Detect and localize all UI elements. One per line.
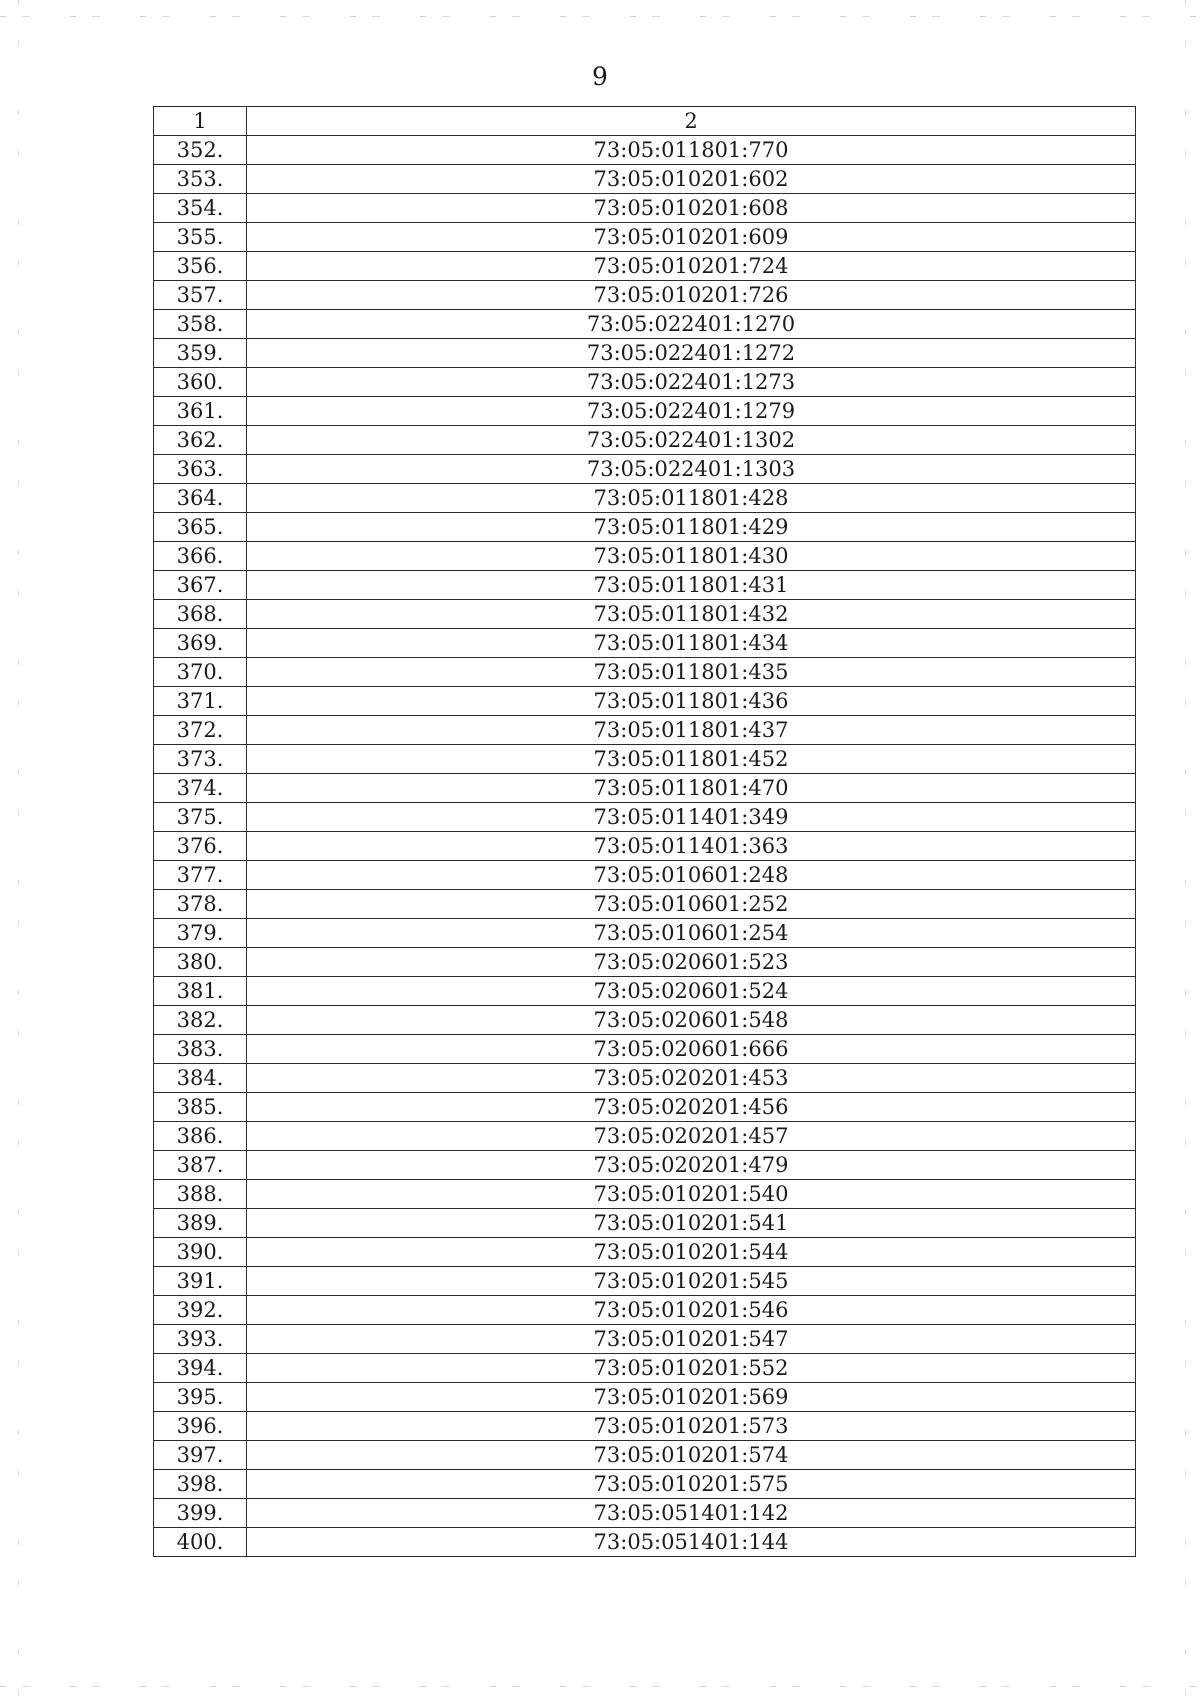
table-row xyxy=(154,426,1136,455)
cadastral-number-cell: 73:05:011801:770 xyxy=(247,136,1136,165)
scan-edge-bottom xyxy=(0,1686,1200,1687)
cadastral-number-cell: 73:05:010201:569 xyxy=(247,1383,1136,1412)
table-row xyxy=(154,165,1136,194)
table-row xyxy=(154,948,1136,977)
row-number-cell: 357. xyxy=(154,281,247,310)
cadastral-number-cell: 73:05:020601:548 xyxy=(247,1006,1136,1035)
table-row xyxy=(154,571,1136,600)
row-number-cell: 383. xyxy=(154,1035,247,1064)
cadastral-number-cell: 73:05:010201:552 xyxy=(247,1354,1136,1383)
table-row xyxy=(154,977,1136,1006)
table-row xyxy=(154,1354,1136,1383)
cadastral-number-cell: 73:05:020601:524 xyxy=(247,977,1136,1006)
table-row xyxy=(154,397,1136,426)
cadastral-number-cell: 73:05:010201:573 xyxy=(247,1412,1136,1441)
cadastral-number-cell: 73:05:011801:434 xyxy=(247,629,1136,658)
table-row xyxy=(154,1325,1136,1354)
cadastral-number-cell: 73:05:022401:1273 xyxy=(247,368,1136,397)
row-number-cell: 369. xyxy=(154,629,247,658)
column-header-cadastral: 2 xyxy=(247,107,1136,136)
cadastral-number-cell: 73:05:020201:457 xyxy=(247,1122,1136,1151)
row-number-cell: 372. xyxy=(154,716,247,745)
table-row xyxy=(154,281,1136,310)
table-row xyxy=(154,1180,1136,1209)
scan-edge-right xyxy=(1185,0,1186,1698)
table-row xyxy=(154,194,1136,223)
cadastral-number-cell: 73:05:011801:428 xyxy=(247,484,1136,513)
row-number-cell: 355. xyxy=(154,223,247,252)
table-row xyxy=(154,368,1136,397)
cadastral-number-cell: 73:05:010201:544 xyxy=(247,1238,1136,1267)
table-row xyxy=(154,1209,1136,1238)
cadastral-number-cell: 73:05:010201:546 xyxy=(247,1296,1136,1325)
scan-edge-top xyxy=(0,16,1200,17)
row-number-cell: 400. xyxy=(154,1528,247,1557)
row-number-cell: 395. xyxy=(154,1383,247,1412)
cadastral-number-cell: 73:05:010201:545 xyxy=(247,1267,1136,1296)
cadastral-number-cell: 73:05:051401:144 xyxy=(247,1528,1136,1557)
table-row xyxy=(154,1122,1136,1151)
cadastral-number-cell: 73:05:011801:431 xyxy=(247,571,1136,600)
table-row xyxy=(154,600,1136,629)
cadastral-number-cell: 73:05:010201:602 xyxy=(247,165,1136,194)
row-number-cell: 379. xyxy=(154,919,247,948)
table-row xyxy=(154,455,1136,484)
cadastral-number-cell: 73:05:020201:453 xyxy=(247,1064,1136,1093)
row-number-cell: 391. xyxy=(154,1267,247,1296)
cadastral-number-cell: 73:05:020601:666 xyxy=(247,1035,1136,1064)
row-number-cell: 352. xyxy=(154,136,247,165)
table-row xyxy=(154,1006,1136,1035)
cadastral-number-cell: 73:05:010201:547 xyxy=(247,1325,1136,1354)
row-number-cell: 399. xyxy=(154,1499,247,1528)
table-row xyxy=(154,774,1136,803)
table-row xyxy=(154,687,1136,716)
row-number-cell: 365. xyxy=(154,513,247,542)
row-number-cell: 353. xyxy=(154,165,247,194)
row-number-cell: 373. xyxy=(154,745,247,774)
cadastral-number-cell: 73:05:010201:540 xyxy=(247,1180,1136,1209)
table-row xyxy=(154,1151,1136,1180)
cadastral-number-cell: 73:05:022401:1279 xyxy=(247,397,1136,426)
cadastral-number-cell: 73:05:011801:436 xyxy=(247,687,1136,716)
table-row xyxy=(154,1383,1136,1412)
table-row xyxy=(154,1238,1136,1267)
row-number-cell: 364. xyxy=(154,484,247,513)
row-number-cell: 362. xyxy=(154,426,247,455)
row-number-cell: 368. xyxy=(154,600,247,629)
row-number-cell: 382. xyxy=(154,1006,247,1035)
table-row xyxy=(154,310,1136,339)
table-row xyxy=(154,136,1136,165)
table-row xyxy=(154,252,1136,281)
cadastral-number-cell: 73:05:011801:435 xyxy=(247,658,1136,687)
row-number-cell: 370. xyxy=(154,658,247,687)
cadastral-number-cell: 73:05:010201:541 xyxy=(247,1209,1136,1238)
row-number-cell: 393. xyxy=(154,1325,247,1354)
row-number-cell: 358. xyxy=(154,310,247,339)
cadastral-number-cell: 73:05:011401:363 xyxy=(247,832,1136,861)
row-number-cell: 356. xyxy=(154,252,247,281)
table-row xyxy=(154,658,1136,687)
table-row xyxy=(154,803,1136,832)
table-row xyxy=(154,1296,1136,1325)
cadastral-number-cell: 73:05:022401:1270 xyxy=(247,310,1136,339)
table-body xyxy=(154,107,1136,1557)
cadastral-number-cell: 73:05:022401:1302 xyxy=(247,426,1136,455)
cadastral-number-cell: 73:05:022401:1303 xyxy=(247,455,1136,484)
cadastral-number-cell: 73:05:020201:456 xyxy=(247,1093,1136,1122)
row-number-cell: 359. xyxy=(154,339,247,368)
row-number-cell: 381. xyxy=(154,977,247,1006)
table-row xyxy=(154,861,1136,890)
page-number: 9 xyxy=(592,62,608,91)
cadastral-number-cell: 73:05:011801:432 xyxy=(247,600,1136,629)
cadastral-number-cell: 73:05:010201:575 xyxy=(247,1470,1136,1499)
cadastral-number-cell: 73:05:010201:574 xyxy=(247,1441,1136,1470)
cadastral-number-cell: 73:05:011801:452 xyxy=(247,745,1136,774)
table-row xyxy=(154,542,1136,571)
cadastral-number-cell: 73:05:010201:608 xyxy=(247,194,1136,223)
row-number-cell: 394. xyxy=(154,1354,247,1383)
cadastral-number-cell: 73:05:010601:252 xyxy=(247,890,1136,919)
row-number-cell: 386. xyxy=(154,1122,247,1151)
row-number-cell: 366. xyxy=(154,542,247,571)
row-number-cell: 377. xyxy=(154,861,247,890)
row-number-cell: 360. xyxy=(154,368,247,397)
row-number-cell: 380. xyxy=(154,948,247,977)
table-row xyxy=(154,1499,1136,1528)
cadastral-number-cell: 73:05:051401:142 xyxy=(247,1499,1136,1528)
table-row xyxy=(154,1093,1136,1122)
table-row xyxy=(154,223,1136,252)
cadastral-table xyxy=(153,106,1136,1557)
table-row xyxy=(154,339,1136,368)
row-number-cell: 361. xyxy=(154,397,247,426)
table-row xyxy=(154,1035,1136,1064)
cadastral-number-cell: 73:05:020601:523 xyxy=(247,948,1136,977)
cadastral-number-cell: 73:05:010201:726 xyxy=(247,281,1136,310)
row-number-cell: 378. xyxy=(154,890,247,919)
cadastral-number-cell: 73:05:010201:724 xyxy=(247,252,1136,281)
table-row xyxy=(154,1267,1136,1296)
table-row xyxy=(154,1412,1136,1441)
cadastral-number-cell: 73:05:011801:437 xyxy=(247,716,1136,745)
table-row xyxy=(154,745,1136,774)
row-number-cell: 392. xyxy=(154,1296,247,1325)
cadastral-number-cell: 73:05:011801:429 xyxy=(247,513,1136,542)
scan-edge-left xyxy=(18,0,19,1698)
row-number-cell: 363. xyxy=(154,455,247,484)
table-row xyxy=(154,1470,1136,1499)
table-row xyxy=(154,832,1136,861)
row-number-cell: 397. xyxy=(154,1441,247,1470)
cadastral-number-cell: 73:05:011801:470 xyxy=(247,774,1136,803)
cadastral-number-cell: 73:05:010601:248 xyxy=(247,861,1136,890)
table-row xyxy=(154,513,1136,542)
row-number-cell: 390. xyxy=(154,1238,247,1267)
row-number-cell: 371. xyxy=(154,687,247,716)
table-row xyxy=(154,484,1136,513)
cadastral-number-cell: 73:05:010601:254 xyxy=(247,919,1136,948)
table-row xyxy=(154,1528,1136,1557)
row-number-cell: 375. xyxy=(154,803,247,832)
table-row xyxy=(154,919,1136,948)
row-number-cell: 354. xyxy=(154,194,247,223)
column-header-number: 1 xyxy=(154,107,247,136)
row-number-cell: 398. xyxy=(154,1470,247,1499)
table-header-row xyxy=(154,107,1136,136)
row-number-cell: 374. xyxy=(154,774,247,803)
row-number-cell: 389. xyxy=(154,1209,247,1238)
cadastral-number-cell: 73:05:010201:609 xyxy=(247,223,1136,252)
table-row xyxy=(154,890,1136,919)
cadastral-number-cell: 73:05:022401:1272 xyxy=(247,339,1136,368)
table-row xyxy=(154,1441,1136,1470)
row-number-cell: 384. xyxy=(154,1064,247,1093)
cadastral-number-cell: 73:05:011801:430 xyxy=(247,542,1136,571)
table-row xyxy=(154,716,1136,745)
row-number-cell: 376. xyxy=(154,832,247,861)
table-row xyxy=(154,629,1136,658)
row-number-cell: 396. xyxy=(154,1412,247,1441)
cadastral-number-cell: 73:05:020201:479 xyxy=(247,1151,1136,1180)
row-number-cell: 387. xyxy=(154,1151,247,1180)
row-number-cell: 367. xyxy=(154,571,247,600)
table-row xyxy=(154,1064,1136,1093)
cadastral-number-cell: 73:05:011401:349 xyxy=(247,803,1136,832)
row-number-cell: 388. xyxy=(154,1180,247,1209)
row-number-cell: 385. xyxy=(154,1093,247,1122)
